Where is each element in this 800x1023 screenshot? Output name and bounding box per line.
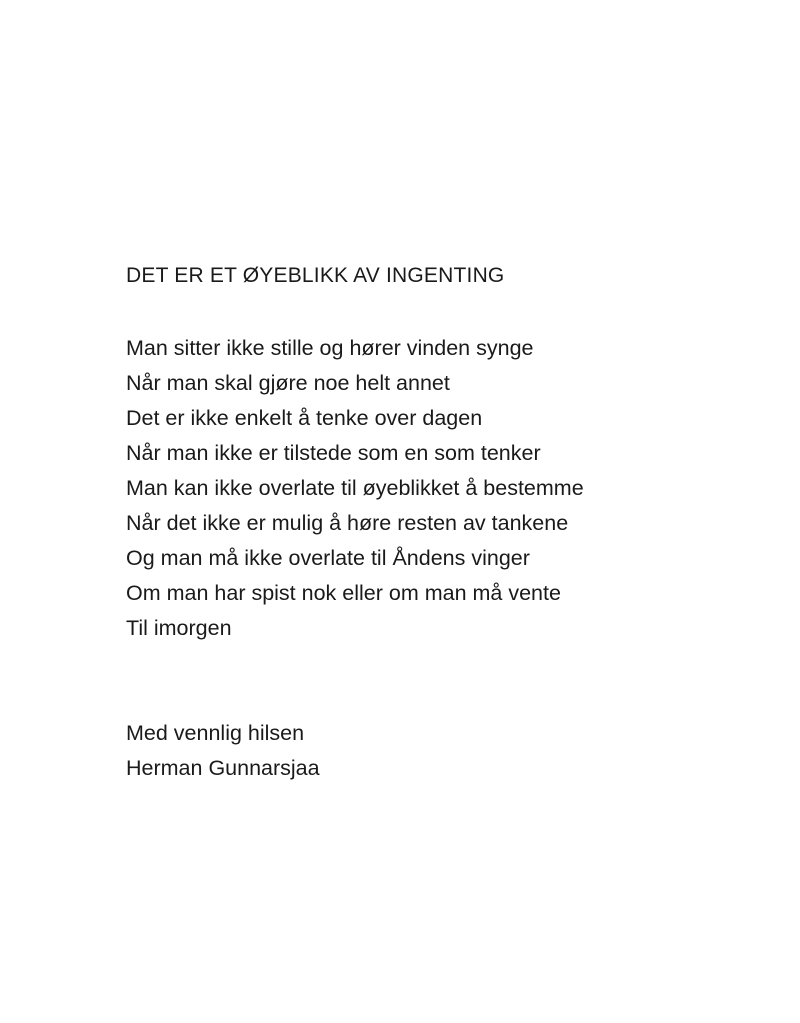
poem-line: Når det ikke er mulig å høre resten av tankene bbox=[126, 511, 569, 535]
poem-line: Man sitter ikke stille og hører vinden synge bbox=[126, 336, 534, 360]
poem-line: Det er ikke enkelt å tenke over dagen bbox=[126, 406, 483, 430]
title-spacer bbox=[126, 293, 726, 331]
signature-author: Herman Gunnarsjaa bbox=[126, 756, 320, 780]
poem-title: DET ER ET ØYEBLIKK AV INGENTING bbox=[126, 264, 505, 287]
signature-spacer bbox=[126, 646, 726, 716]
poem-line: Når man skal gjøre noe helt annet bbox=[126, 371, 450, 395]
document-content bbox=[126, 258, 726, 786]
signature-block bbox=[126, 716, 726, 786]
poem-line: Om man har spist nok eller om man må vente bbox=[126, 581, 561, 605]
poem-line: Når man ikke er tilstede som en som tenker bbox=[126, 441, 541, 465]
poem-line: Og man må ikke overlate til Åndens vinger bbox=[126, 546, 530, 570]
poem-body bbox=[126, 331, 726, 646]
signature-greeting: Med vennlig hilsen bbox=[126, 721, 305, 745]
poem-line: Man kan ikke overlate til øyeblikket å bestemme bbox=[126, 476, 584, 500]
poem-line: Til imorgen bbox=[126, 616, 232, 640]
